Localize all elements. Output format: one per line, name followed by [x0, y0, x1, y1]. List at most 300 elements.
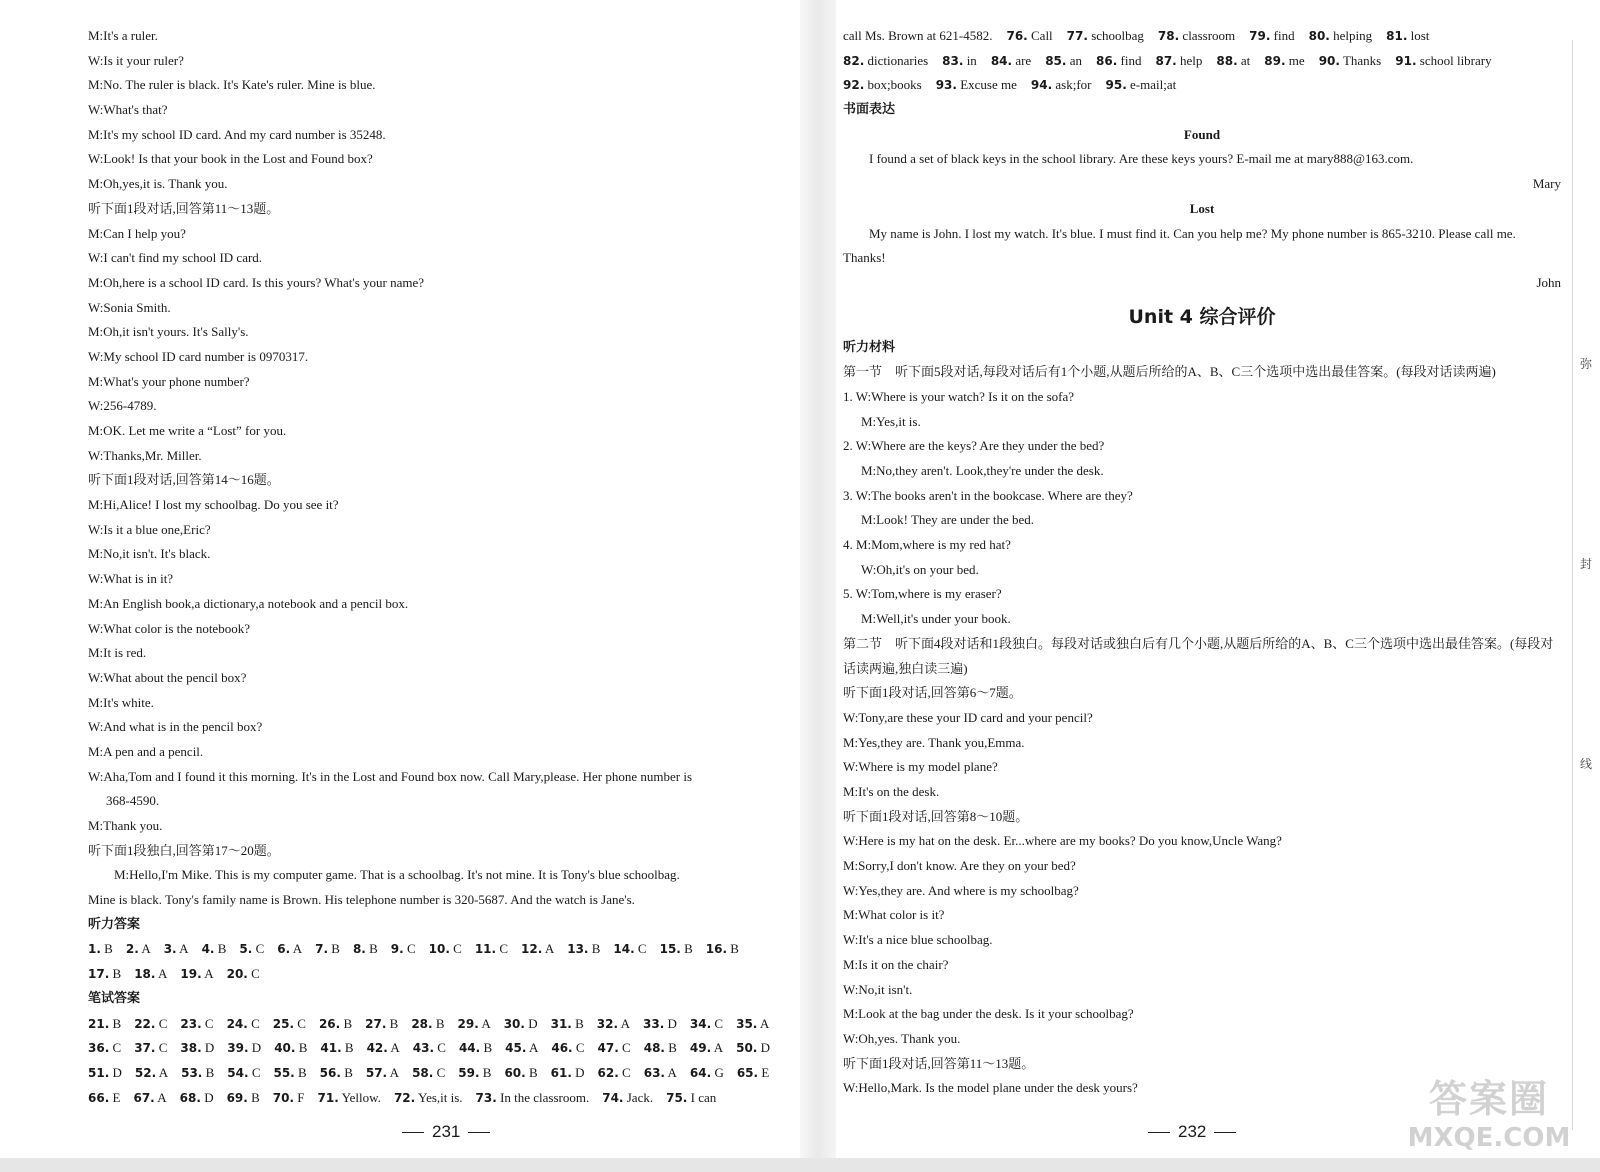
watermark-cn: 答案圈 — [1428, 1077, 1549, 1121]
answer-number: 65. — [736, 1065, 759, 1080]
answer-value: are — [1015, 52, 1032, 68]
left-dialogue-line: W:What is in it? — [88, 571, 174, 587]
answer-item — [181, 1061, 214, 1086]
answer-value: B — [591, 941, 601, 957]
answer-item — [394, 1086, 463, 1111]
right-answer-row — [843, 24, 1561, 49]
watermark-en: MXQE.COM — [1407, 1123, 1571, 1153]
answer-item — [1096, 49, 1141, 74]
answer-number: 25. — [272, 1016, 295, 1031]
answer-item — [690, 1036, 723, 1061]
answer-value: D — [528, 1015, 538, 1031]
answer-value: D — [760, 1040, 771, 1056]
answer-value: A — [158, 966, 168, 982]
answer-number: 53. — [181, 1065, 203, 1080]
answer-item — [367, 1036, 400, 1061]
answer-item — [1067, 24, 1144, 49]
answer-number: 11. — [474, 942, 497, 957]
answer-number: 64. — [689, 1065, 712, 1080]
answer-number: 30. — [503, 1016, 525, 1031]
answer-number: 68. — [179, 1090, 201, 1105]
answer-item — [239, 937, 264, 962]
unit-title: Unit 4 综合评价 — [1128, 305, 1276, 328]
answer-item — [991, 49, 1031, 74]
answer-value: A — [713, 1040, 724, 1056]
answer-item — [88, 937, 113, 962]
answer-item — [135, 1061, 168, 1086]
left-dialogue-line: M:It's white. — [88, 694, 154, 710]
answer-value: C — [297, 1015, 306, 1031]
answer-value: A — [179, 941, 189, 957]
answer-item — [180, 1012, 213, 1037]
answer-item — [458, 1061, 491, 1086]
answer-number: 54. — [227, 1065, 249, 1080]
left-dialogue-line: M:No. The ruler is black. It's Kate's ruler. Mine is blue. — [88, 77, 376, 93]
answer-number: 28. — [411, 1016, 433, 1031]
answer-number: 44. — [458, 1041, 481, 1056]
right-dialogue-line: M:What color is it? — [843, 907, 945, 923]
answer-number: 35. — [736, 1016, 758, 1031]
answer-item — [551, 1036, 584, 1061]
left-dialogue-line: Mine is black. Tony's family name is Brown. His telephone number is 320-5687. And the watch is Jane's. — [88, 892, 635, 908]
answer-item — [412, 1061, 445, 1086]
left-dialogue-line: M:It is red. — [88, 645, 147, 661]
answer-value: In the classroom. — [500, 1089, 590, 1105]
answer-number: 29. — [457, 1016, 479, 1031]
left-dialogue-line: M:Oh,it isn't yours. It's Sally's. — [88, 324, 249, 340]
answer-value: e-mail;at — [1130, 77, 1177, 93]
answer-value: E — [112, 1089, 121, 1105]
answer-value: Thanks — [1342, 52, 1382, 68]
answer-number: 8. — [352, 942, 366, 957]
answer-number: 21. — [88, 1016, 110, 1031]
answer-value: E — [761, 1064, 770, 1080]
answer-item — [521, 937, 554, 962]
answer-value: A — [389, 1064, 400, 1080]
left-dialogue-line: M:A pen and a pencil. — [88, 743, 204, 759]
answer-number: 95. — [1105, 78, 1127, 93]
answer-item — [597, 1012, 630, 1037]
page-number-left: 231 — [394, 1122, 498, 1142]
answer-value: at — [1240, 52, 1251, 68]
answer-value: B — [331, 941, 340, 957]
answer-value: A — [292, 941, 303, 957]
answer-number: 67. — [133, 1090, 155, 1105]
listening-answers-title: 听力答案 — [88, 916, 141, 932]
answer-value: helping — [1333, 28, 1373, 43]
answer-number: 89. — [1264, 53, 1286, 68]
answer-number: 46. — [551, 1041, 573, 1056]
book-gutter — [800, 0, 836, 1172]
answer-item — [843, 24, 992, 49]
answer-value: C — [255, 941, 265, 957]
answer-value: classroom — [1182, 28, 1236, 43]
left-dialogue-line: 368-4590. — [106, 793, 160, 809]
answer-item — [1309, 24, 1373, 49]
answer-item — [666, 1086, 716, 1111]
answer-number: 93. — [935, 78, 957, 93]
answer-item — [88, 962, 121, 987]
answer-number: 61. — [550, 1065, 572, 1080]
left-dialogue-line: M:Oh,here is a school ID card. Is this yours? What's your name? — [88, 274, 425, 290]
left-dialogue-line: W:Is it your ruler? — [88, 52, 184, 68]
answer-item — [598, 1061, 631, 1086]
answer-value: Excuse me — [960, 77, 1017, 93]
answer-value: B — [482, 1064, 492, 1080]
answer-item — [567, 937, 600, 962]
right-dialogue-line: W:Yes,they are. And where is my schoolbag? — [843, 882, 1079, 898]
answer-item — [1158, 24, 1235, 49]
answer-value: Call — [1031, 28, 1053, 43]
answer-item — [690, 1061, 724, 1086]
right-answer-row — [843, 49, 1561, 74]
answer-number: 3. — [163, 942, 177, 957]
question-3-line: 3. W:The books aren't in the bookcase. Where are they? — [843, 487, 1133, 503]
left-dialogue-line: W:Thanks,Mr. Miller. — [88, 447, 202, 463]
right-dialogue-line: W:Here is my hat on the desk. Er...where are my books? Do you know,Uncle Wang? — [843, 833, 1282, 849]
answer-item — [88, 1061, 122, 1086]
answer-item — [126, 937, 151, 962]
answer-number: 86. — [1096, 53, 1118, 68]
answer-item — [942, 49, 977, 74]
answer-item — [459, 1036, 492, 1061]
answer-value: B — [298, 1064, 307, 1080]
answer-item — [391, 937, 416, 962]
answer-item — [180, 1036, 214, 1061]
answer-number: 31. — [550, 1016, 572, 1031]
answer-value: B — [343, 1015, 353, 1031]
left-dialogue-line: M:It's my school ID card. And my card number is 35248. — [88, 126, 386, 142]
left-dialogue-line: M:Hi,Alice! I lost my schoolbag. Do you see it? — [88, 497, 339, 513]
answer-item — [227, 1086, 260, 1111]
answer-number: 92. — [843, 78, 865, 93]
answer-number: 45. — [505, 1041, 527, 1056]
right-section-heading: 听下面1段对话,回答第8～10题。 — [843, 808, 1029, 824]
answer-number: 41. — [320, 1041, 342, 1056]
answer-item — [365, 1012, 398, 1037]
left-dialogue-line: W:Sonia Smith. — [88, 299, 171, 315]
right-dialogue-line: W:Hello,Mark. Is the model plane under the desk yours? — [843, 1080, 1138, 1096]
answer-number: 90. — [1318, 53, 1340, 68]
question-3-reply: M:Look! They are under the bed. — [861, 512, 1035, 528]
left-dialogue-line: M:Oh,yes,it is. Thank you. — [88, 176, 228, 192]
written-answer-row — [88, 1086, 804, 1111]
answer-value: G — [714, 1064, 724, 1080]
answer-number: 37. — [134, 1041, 156, 1056]
right-dialogue-line: W:Where is my model plane? — [843, 759, 998, 775]
left-dialogue-line: W:What color is the notebook? — [88, 620, 250, 636]
answer-item — [88, 1036, 121, 1061]
left-dialogue-line: M:It's a ruler. — [88, 28, 158, 43]
left-dialogue-line: M:Thank you. — [88, 818, 163, 834]
answer-item — [1106, 73, 1177, 98]
answer-number: 34. — [689, 1016, 712, 1031]
question-5-line: 5. W:Tom,where is my eraser? — [843, 586, 1002, 602]
answer-value: A — [141, 941, 151, 957]
answer-number: 18. — [134, 967, 156, 982]
answer-number: 22. — [134, 1016, 156, 1031]
answer-value: D — [112, 1064, 122, 1080]
answer-value: C — [158, 1015, 168, 1031]
answer-number: 24. — [226, 1016, 248, 1031]
answer-item — [429, 937, 462, 962]
written-answer-row — [88, 1036, 804, 1061]
answer-number: 74. — [602, 1090, 624, 1105]
binding-line — [1572, 40, 1573, 1130]
found-signature: Mary — [1532, 176, 1561, 192]
right-dialogue-line: W:It's a nice blue schoolbag. — [843, 932, 993, 948]
answer-item — [320, 1036, 353, 1061]
answer-item — [227, 962, 260, 987]
answer-value: D — [667, 1015, 677, 1031]
right-section-heading: 听下面1段对话,回答第6～7题。 — [843, 685, 1022, 701]
written-answers — [88, 1012, 804, 1111]
answer-value: B — [528, 1064, 538, 1080]
answer-number: 91. — [1395, 53, 1417, 68]
answer-number: 10. — [428, 942, 450, 957]
answer-value: C — [714, 1015, 724, 1031]
answer-item — [319, 1012, 352, 1037]
left-dialogue-line: W:What about the pencil box? — [88, 669, 247, 685]
left-section-heading: 听下面1段独白,回答第17～20题。 — [88, 842, 280, 858]
answer-item — [318, 1086, 381, 1111]
answer-number: 12. — [521, 942, 543, 957]
answer-item — [202, 937, 227, 962]
answer-item — [936, 73, 1017, 98]
answer-item — [413, 1036, 446, 1061]
answer-item — [505, 1036, 538, 1061]
answer-number: 55. — [273, 1065, 295, 1080]
answer-item — [736, 1012, 769, 1037]
answer-number: 59. — [458, 1065, 480, 1080]
answer-value: B — [344, 1040, 354, 1056]
answer-number: 70. — [272, 1090, 295, 1105]
answer-number: 76. — [1006, 29, 1028, 43]
question-4-line: 4. M:Mom,where is my red hat? — [843, 537, 1011, 553]
answer-number: 82. — [843, 53, 865, 68]
right-dialogue-line: M:Yes,they are. Thank you,Emma. — [843, 734, 1025, 750]
answer-number: 2. — [125, 942, 139, 957]
answer-item — [274, 1036, 307, 1061]
answer-item — [366, 1061, 399, 1086]
answer-value: A — [204, 966, 214, 982]
answer-value: A — [544, 941, 555, 957]
left-dialogue-line: W:What's that? — [88, 102, 168, 118]
answer-value: F — [297, 1089, 305, 1105]
answer-item — [476, 1086, 590, 1111]
left-dialogue-line: W:256-4789. — [88, 398, 157, 414]
answer-value: B — [483, 1040, 493, 1056]
answer-value: D — [251, 1040, 262, 1056]
section1-instructions: 第一节 听下面5段对话,每段对话后有1个小题,从题后所给的A、B、C三个选项中选出最佳答案。(每段对话读两遍) — [843, 364, 1496, 380]
question-1-line: 1. W:Where is your watch? Is it on the sofa? — [843, 388, 1075, 404]
answer-number: 19. — [180, 967, 202, 982]
written-answer-row — [88, 1061, 804, 1086]
answer-item — [134, 962, 167, 987]
answer-number: 14. — [613, 942, 635, 957]
margin-mark-seal: 弥 — [1580, 357, 1593, 371]
answer-item — [227, 1012, 260, 1037]
answer-item — [134, 1012, 167, 1037]
found-title: Found — [1183, 126, 1221, 142]
answer-item — [180, 962, 213, 987]
margin-mark-seal-2: 封 — [1580, 557, 1593, 571]
scan-bottom-edge — [0, 1158, 1600, 1172]
written-answers-title: 笔试答案 — [88, 990, 141, 1006]
answer-value: me — [1288, 52, 1305, 68]
right-dialogue-line: M:It's on the desk. — [843, 784, 940, 800]
answer-value: B — [205, 1064, 215, 1080]
answer-number: 69. — [226, 1090, 248, 1105]
answer-item — [736, 1036, 770, 1061]
answer-item — [320, 1061, 353, 1086]
lost-signature: John — [1536, 274, 1561, 290]
right-page — [843, 24, 1561, 1101]
left-dialogue-line: W:Look! Is that your book in the Lost and Found box? — [88, 151, 373, 167]
answer-item — [1216, 49, 1250, 74]
answer-value: schoolbag — [1091, 28, 1144, 43]
answer-value: A — [528, 1040, 539, 1056]
answer-number: 62. — [597, 1065, 619, 1080]
right-answer-rows — [843, 24, 1561, 98]
answer-number: 17. — [88, 967, 110, 982]
found-body: I found a set of black keys in the school library. Are these keys yours? E-mail me at mary888@163.com. — [869, 151, 1414, 167]
answer-item — [1264, 49, 1304, 74]
answer-value: D — [575, 1064, 585, 1080]
answer-number: 71. — [317, 1090, 339, 1105]
answer-number: 40. — [274, 1041, 296, 1056]
answer-item — [843, 49, 928, 74]
answer-number: 27. — [365, 1016, 387, 1031]
answer-number: 84. — [990, 53, 1013, 68]
answer-value: school library — [1419, 52, 1492, 68]
answer-value: C — [406, 941, 416, 957]
answer-item — [737, 1061, 769, 1086]
answer-value: B — [369, 941, 378, 957]
answer-item — [644, 1036, 677, 1061]
answer-value: B — [389, 1015, 399, 1031]
answer-number: 6. — [277, 942, 291, 957]
section2-instructions: 第二节 听下面4段对话和1段独白。每段对话或独白后有几个小题,从题后所给的A、B、C三个选项中选出最佳答案。(每段对话读两遍,独白读三遍) — [843, 635, 1554, 676]
answer-value: C — [453, 941, 462, 957]
answer-number: 72. — [393, 1090, 416, 1105]
answer-number: 83. — [942, 53, 964, 68]
answer-item — [164, 937, 189, 962]
answer-value: D — [204, 1040, 215, 1056]
answer-value: C — [575, 1040, 585, 1056]
right-dialogue-line: W:Oh,yes. Thank you. — [843, 1030, 961, 1046]
answer-number: 36. — [88, 1041, 110, 1056]
answer-number: 5. — [239, 942, 253, 957]
answer-number: 7. — [315, 942, 329, 957]
material-title: 听力材料 — [843, 339, 896, 355]
right-section-heading: 听下面1段对话,回答第11～13题。 — [843, 1055, 1035, 1071]
answer-item — [1006, 24, 1052, 49]
answer-number: 15. — [659, 942, 681, 957]
answer-item — [602, 1086, 653, 1111]
answer-value: C — [637, 941, 647, 957]
left-dialogue-line: W:I can't find my school ID card. — [88, 250, 263, 266]
answer-number: 80. — [1308, 29, 1330, 43]
margin-mark-line: 线 — [1580, 757, 1593, 771]
answer-number: 51. — [88, 1065, 110, 1080]
left-dialogue-line: M:An English book,a dictionary,a notebook and a pencil box. — [88, 595, 409, 611]
answer-value: lost — [1410, 28, 1430, 43]
answer-value: B — [104, 941, 113, 957]
right-dialogue-line: M:Sorry,I don't know. Are they on your bed? — [843, 858, 1076, 874]
answer-number: 52. — [134, 1065, 157, 1080]
answer-item — [551, 1012, 584, 1037]
answer-value: B — [575, 1015, 584, 1031]
answer-value: C — [436, 1064, 446, 1080]
answer-value: A — [759, 1015, 770, 1031]
answer-value: help — [1179, 52, 1203, 68]
answer-number: 81. — [1386, 29, 1408, 43]
question-2-reply: M:No,they aren't. Look,they're under the desk. — [861, 463, 1104, 479]
answer-number: 73. — [475, 1090, 497, 1105]
answer-item — [613, 937, 646, 962]
answer-number: 23. — [180, 1016, 202, 1031]
left-dialogue-line: M:What's your phone number? — [88, 373, 250, 389]
answer-value: A — [390, 1040, 400, 1056]
answer-item — [1155, 49, 1202, 74]
answer-item — [706, 937, 739, 962]
answer-item — [273, 1012, 306, 1037]
answer-number: 63. — [643, 1065, 665, 1080]
left-dialogue-line: M:OK. Let me write a “Lost” for you. — [88, 423, 287, 438]
answer-item — [1045, 49, 1082, 74]
answer-number: 60. — [504, 1065, 526, 1080]
answer-item — [227, 1061, 260, 1086]
answer-value: dictionaries — [867, 52, 929, 68]
answer-value: ask;for — [1055, 77, 1092, 93]
listening-answer-row — [88, 962, 804, 987]
answer-number: 39. — [227, 1041, 249, 1056]
answer-value: A — [481, 1015, 491, 1031]
answer-number: 26. — [318, 1016, 341, 1031]
left-dialogue-line: M:No,it isn't. It's black. — [88, 546, 211, 562]
answer-number: 33. — [643, 1016, 665, 1031]
answer-number: 66. — [88, 1090, 110, 1105]
watermark-logo — [1386, 1076, 1592, 1168]
answer-number: 43. — [412, 1041, 435, 1056]
right-dialogue-line: M:Look at the bag under the desk. Is it your schoolbag? — [843, 1006, 1134, 1022]
listening-answers — [88, 937, 804, 986]
answer-item — [504, 1012, 538, 1037]
left-dialogue-line: M:Hello,I'm Mike. This is my computer game. That is a schoolbag. It's not mine. It is Tony's blue schoolbag. — [114, 867, 680, 883]
answer-value: B — [730, 941, 739, 957]
answer-item — [88, 1012, 121, 1037]
answer-number: 16. — [705, 942, 728, 957]
answer-number: 58. — [412, 1065, 434, 1080]
answer-item — [458, 1012, 491, 1037]
answer-number: 13. — [567, 942, 589, 957]
answer-number: 32. — [596, 1016, 619, 1031]
answer-item — [88, 1086, 120, 1111]
answer-value: find — [1120, 52, 1142, 68]
left-dialogue-line: W:Aha,Tom and I found it this morning. It's in the Lost and Found box now. Call Mary,please. Her phone number is — [88, 768, 693, 784]
answer-item — [277, 937, 302, 962]
right-transcript — [843, 681, 1561, 1101]
answer-value: I can — [690, 1089, 717, 1105]
answer-item — [1395, 49, 1491, 74]
answer-value: C — [622, 1064, 631, 1080]
answer-value: Yes,it is. — [417, 1089, 463, 1105]
writing-title: 书面表达 — [843, 102, 896, 118]
answer-number: 4. — [201, 942, 215, 957]
answer-item — [690, 1012, 723, 1037]
answer-item — [843, 73, 922, 98]
